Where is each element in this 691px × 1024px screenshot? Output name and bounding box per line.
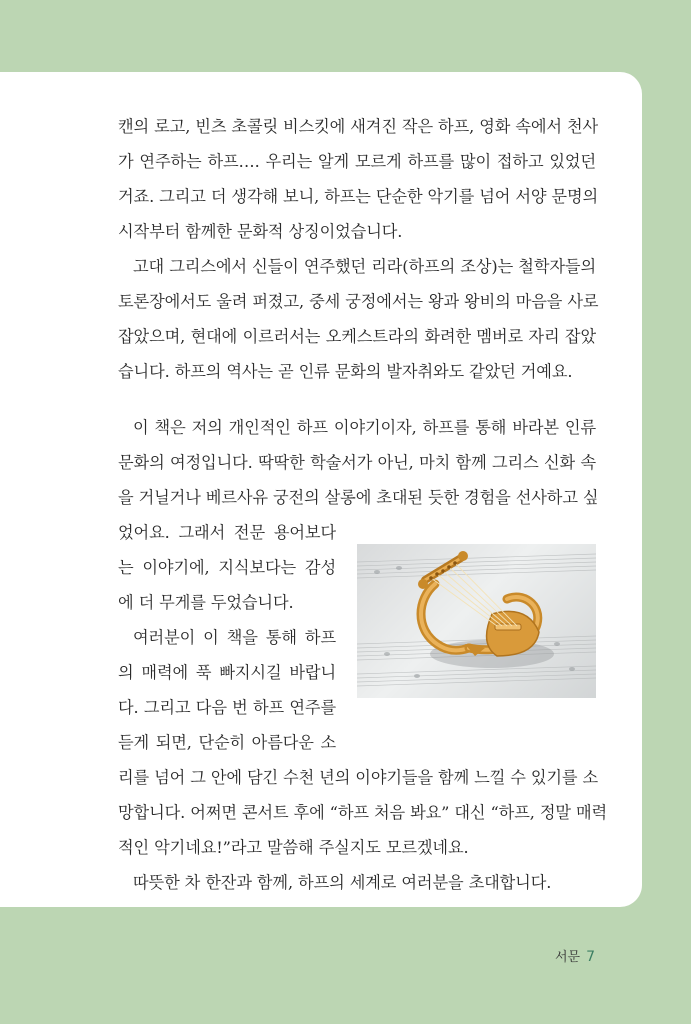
text-line: 적인 악기네요!”라고 말씀해 주실지도 모르겠네요. (118, 838, 469, 857)
text-line: 문화의 여정입니다. 딱딱한 학술서가 아닌, 마치 함께 그리스 신화 속 (118, 453, 596, 472)
text-line: 습니다. 하프의 역사는 곧 인류 문화의 발자취와도 같았던 거예요. (118, 362, 573, 381)
text-line: 거죠. 그리고 더 생각해 보니, 하프는 단순한 악기를 넘어 서양 문명의 (118, 187, 599, 206)
text-line: 시작부터 함께한 문화적 상징이었습니다. (118, 222, 403, 241)
text-line: 이 책은 저의 개인적인 하프 이야기이자, 하프를 통해 바라본 인류 (133, 418, 596, 437)
text-line: 망합니다. 어쩌면 콘서트 후에 “하프 처음 봐요” 대신 “하프, 정말 매력 (118, 803, 608, 822)
text-line: 가 연주하는 하프…. 우리는 알게 모르게 하프를 많이 접하고 있었던 (118, 152, 596, 171)
text-line: 다. 그리고 다음 번 하프 연주를 (118, 698, 336, 717)
text-line: 여러분이 이 책을 통해 하프 (133, 628, 336, 647)
text-line: 었어요. 그래서 전문 용어보다 (118, 523, 336, 542)
text-line: 리를 넘어 그 안에 담긴 수천 년의 이야기들을 함께 느낄 수 있기를 소 (118, 768, 599, 787)
text-line: 에 더 무게를 두었습니다. (118, 593, 294, 612)
text-line: 잡았으며, 현대에 이르러서는 오케스트라의 화려한 멤버로 자리 잡았 (118, 327, 596, 346)
text-line: 의 매력에 푹 빠지시길 바랍니 (118, 663, 336, 682)
text-line: 따뜻한 차 한잔과 함께, 하프의 세계로 여러분을 초대합니다. (133, 873, 552, 892)
page-number: 7 (586, 949, 595, 965)
text-line: 는 이야기에, 지식보다는 감성 (118, 558, 336, 577)
section-title: 서문 (554, 950, 581, 965)
page-footer (555, 946, 595, 965)
text-line: 듣게 되면, 단순히 아름다운 소 (118, 733, 336, 752)
text-line: 을 거닐거나 베르사유 궁전의 살롱에 초대된 듯한 경험을 선사하고 싶 (118, 488, 599, 507)
text-line: 고대 그리스에서 신들이 연주했던 리라(하프의 조상)는 철학자들의 (133, 257, 596, 276)
text-line: 캔의 로고, 빈츠 초콜릿 비스킷에 새겨진 작은 하프, 영화 속에서 천사 (118, 117, 599, 136)
lyre-photo (357, 544, 596, 698)
text-line: 토론장에서도 울려 퍼졌고, 중세 궁정에서는 왕과 왕비의 마음을 사로 (118, 292, 599, 311)
lyre-illustration (357, 544, 596, 698)
